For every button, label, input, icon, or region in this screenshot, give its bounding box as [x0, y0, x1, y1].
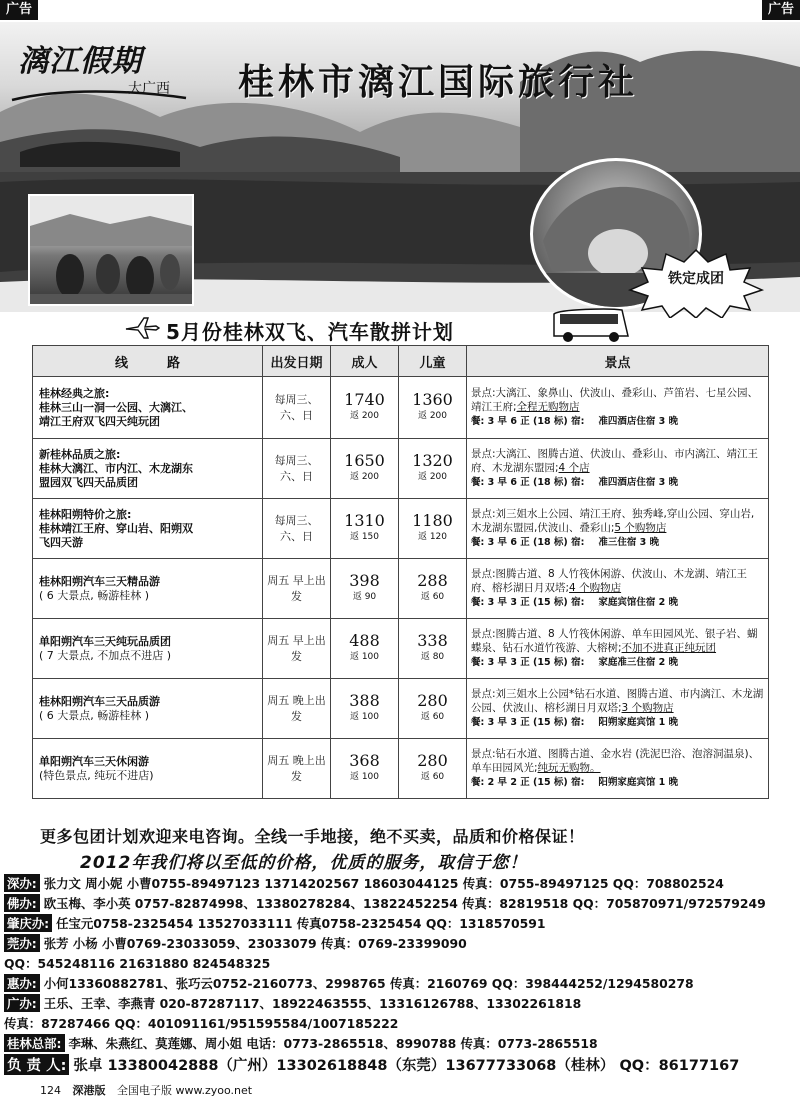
- adult-rebate: 返 200: [349, 410, 380, 421]
- sights-cell: [467, 377, 769, 439]
- contact-row: [4, 954, 270, 972]
- meal-text: 餐: 3 早 6 正 (18 标) 宿:: [471, 537, 585, 548]
- route-line-3: 飞四天游: [39, 535, 83, 549]
- child-rebate: 返 60: [420, 771, 445, 782]
- meal-lodging: [471, 716, 764, 730]
- table-row: [33, 739, 769, 799]
- adult-rebate: 返 90: [352, 591, 377, 602]
- contact-row: [4, 974, 694, 992]
- route-cell: [33, 679, 263, 739]
- meal-lodging: [471, 656, 764, 670]
- sights-text: 景点:大漓江、象鼻山、伏波山、叠彩山、芦笛岩、七星公园、靖江王府;: [471, 387, 759, 413]
- table-row: [33, 377, 769, 439]
- route-table-body: [33, 377, 769, 799]
- header-adult: 成人: [331, 346, 399, 377]
- meal-text: 餐: 3 早 6 正 (18 标) 宿:: [471, 477, 585, 488]
- adult-price-cell: [331, 679, 399, 739]
- child-price-cell: [399, 439, 467, 499]
- meal-lodging: [471, 596, 764, 610]
- hotel-text: 准四酒店住宿 3 晚: [598, 416, 679, 427]
- hotel-text: 家庭宾馆住宿 2 晚: [598, 597, 679, 608]
- route-cell: [33, 499, 263, 559]
- route-line-2: 桂林三山一洞一公园、大漓江、: [39, 400, 193, 414]
- plan-title: 5月份桂林双飞、汽车散拼计划: [166, 320, 454, 344]
- header-date: 出发日期: [263, 346, 331, 377]
- table-row: [33, 499, 769, 559]
- table-row: [33, 619, 769, 679]
- date-cell: 周五 早上出发: [263, 619, 331, 679]
- meal-lodging: [471, 776, 764, 790]
- date-cell: 周五 晚上出发: [263, 679, 331, 739]
- slogan-guarantee: 更多包团计划欢迎来电咨询。全线一手地接，绝不买卖，品质和价格保证！: [40, 827, 585, 846]
- sights-cell: [467, 619, 769, 679]
- hotel-text: 准三住宿 3 晚: [598, 537, 660, 548]
- child-price: 338: [417, 630, 448, 650]
- contact-row: [4, 934, 467, 952]
- adult-rebate: 返 100: [349, 651, 380, 662]
- date-cell: 每周三、六、日: [263, 377, 331, 439]
- company-name: 桂林市漓江国际旅行社: [238, 62, 639, 103]
- child-rebate: 返 60: [420, 711, 445, 722]
- child-rebate: 返 80: [420, 651, 445, 662]
- child-price: 288: [417, 570, 448, 590]
- adult-price-cell: [331, 439, 399, 499]
- adult-rebate: 返 150: [349, 531, 380, 542]
- date-cell: 周五 早上出发: [263, 559, 331, 619]
- child-rebate: 返 200: [417, 410, 448, 421]
- office-tag: 桂林总部:: [4, 1034, 65, 1052]
- route-line-3: 靖江王府双飞四天纯玩团: [39, 414, 160, 428]
- child-price-cell: [399, 559, 467, 619]
- dance-photo-image: [30, 196, 192, 304]
- bus-icon: [550, 306, 630, 346]
- route-line-2: (特色景点, 纯玩不进店): [39, 768, 154, 782]
- responsible-person-row: [4, 1054, 739, 1075]
- sights-text: 景点:刘三姐水上公园、靖江王府、独秀峰,穿山公园、穿山岩,木龙湖东盟园,伏波山、叠彩山;: [471, 508, 755, 534]
- shopping-note: 5 个购物店: [614, 522, 667, 534]
- adult-price: 388: [349, 690, 380, 710]
- meal-lodging: [471, 536, 764, 550]
- hotel-text: 家庭准三住宿 2 晚: [598, 657, 679, 668]
- dance-photo: [28, 194, 194, 306]
- child-price-cell: [399, 739, 467, 799]
- header-child: 儿童: [399, 346, 467, 377]
- date-cell: 每周三、六、日: [263, 439, 331, 499]
- route-line-2: 桂林大漓江、市内江、木龙湖东: [39, 461, 193, 475]
- brand-swoosh-icon: [10, 86, 190, 106]
- contact-row: [4, 894, 766, 912]
- child-price-cell: [399, 679, 467, 739]
- route-line-1: 新桂林品质之旅:: [39, 447, 121, 461]
- date-cell: 周五 晚上出发: [263, 739, 331, 799]
- responsible-details: 张卓 13380042888（广州）13302618848（东莞）13677733068（桂林） QQ：86177167: [73, 1058, 740, 1074]
- route-line-1: 单阳朔汽车三天纯玩品质团: [39, 634, 171, 648]
- route-line-2: ( 7 大景点, 不加点不进店 ): [39, 648, 172, 662]
- adult-price-cell: [331, 739, 399, 799]
- route-cell: [33, 559, 263, 619]
- route-cell: [33, 739, 263, 799]
- meal-lodging: [471, 415, 764, 429]
- contact-details: QQ：545248116 21631880 824548325: [4, 956, 271, 971]
- sights-text: 景点:图腾古道、8 人竹筏休闲游、伏波山、木龙湖、靖江王府、榕杉湖日月双塔;: [471, 568, 748, 594]
- child-price-cell: [399, 619, 467, 679]
- airplane-icon: [124, 317, 160, 339]
- office-tag: 深办:: [4, 874, 40, 892]
- shopping-note: 4 个购物店: [569, 582, 622, 594]
- child-price: 1320: [412, 450, 453, 470]
- adult-price: 1650: [344, 450, 385, 470]
- contact-row: [4, 1014, 398, 1032]
- route-plan-table: [32, 345, 769, 799]
- adult-price: 368: [349, 750, 380, 770]
- route-cell: [33, 439, 263, 499]
- brand-main-text: 漓江假期: [18, 44, 142, 79]
- child-price: 1180: [412, 510, 453, 530]
- child-price-cell: [399, 499, 467, 559]
- route-line-1: 桂林阳朔特价之旅:: [39, 507, 132, 521]
- shopping-note: 4 个店: [558, 462, 590, 474]
- contact-row: [4, 1034, 598, 1052]
- contact-details: 欧玉梅、李小英 0757-82874998、13380278284、13822452254 传真：82819518 QQ：705870971/972579249: [43, 896, 766, 911]
- route-line-3: 盟园双飞四天品质团: [39, 475, 138, 489]
- sights-cell: [467, 679, 769, 739]
- office-tag: 佛办:: [4, 894, 40, 912]
- route-line-1: 桂林阳朔汽车三天精品游: [39, 574, 160, 588]
- page-number: 124: [40, 1084, 61, 1097]
- table-row: [33, 559, 769, 619]
- office-tag: 肇庆办:: [4, 914, 52, 932]
- route-line-1: 桂林经典之旅:: [39, 386, 110, 400]
- sights-text: 景点:图腾古道、8 人竹筏休闲游、单车田园风光、银子岩、蝴蝶泉、钻石水道竹筏游、大榕树;: [471, 628, 758, 654]
- shopping-note: 不加不进真正纯玩团: [621, 642, 717, 654]
- contact-details: 王乐、王幸、李燕青 020-87287117、18922463555、13316126788、13302261818: [43, 996, 582, 1011]
- route-cell: [33, 377, 263, 439]
- adult-rebate: 返 100: [349, 771, 380, 782]
- adult-price-cell: [331, 377, 399, 439]
- shopping-note: 纯玩无购物。: [537, 762, 601, 774]
- meal-text: 餐: 3 早 6 正 (18 标) 宿:: [471, 416, 585, 427]
- adult-price: 488: [349, 630, 380, 650]
- adult-rebate: 返 200: [349, 471, 380, 482]
- contact-row: [4, 874, 724, 892]
- child-rebate: 返 200: [417, 471, 448, 482]
- shopping-note: 3 个购物店: [621, 702, 674, 714]
- route-line-2: ( 6 大景点, 畅游桂林 ): [39, 708, 150, 722]
- contact-details: 任宝元0758-2325454 13527033111 传真0758-2325454 QQ：1318570591: [56, 916, 546, 931]
- hotel-text: 阳朔家庭宾馆 1 晚: [598, 717, 679, 728]
- route-cell: [33, 619, 263, 679]
- hotel-text: 准四酒店住宿 3 晚: [598, 477, 679, 488]
- adult-price-cell: [331, 499, 399, 559]
- header-route: 线 路: [33, 346, 263, 377]
- office-tag: 惠办:: [4, 974, 40, 992]
- sights-text: 景点:钻石水道、图腾古道、金水岩 (洗泥巴浴、泡溶洞温泉)、单车田园风光;: [471, 748, 760, 774]
- brand-sub-text: 大广西: [128, 81, 170, 97]
- adult-price: 1740: [344, 389, 385, 409]
- contact-row: [4, 994, 581, 1012]
- adult-rebate: 返 100: [349, 711, 380, 722]
- meal-text: 餐: 3 早 3 正 (15 标) 宿:: [471, 657, 585, 668]
- adult-price: 1310: [344, 510, 385, 530]
- plan-title-row: [0, 312, 800, 346]
- table-header-row: [33, 346, 769, 377]
- child-price: 1360: [412, 389, 453, 409]
- meal-text: 餐: 2 早 2 正 (15 标) 宿:: [471, 777, 585, 788]
- meal-lodging: [471, 476, 764, 490]
- hotel-text: 阳朔家庭宾馆 1 晚: [598, 777, 679, 788]
- contact-details: 张力文 周小妮 小曹0755-89497123 13714202567 18603044125 传真：0755-89497125 QQ：708802524: [43, 876, 724, 891]
- sights-text: 景点:刘三姐水上公园*钻石水道、图腾古道、市内漓江、木龙湖公园、伏波山、榕杉湖日月双塔;: [471, 688, 764, 714]
- child-price-cell: [399, 377, 467, 439]
- ad-label-left: 广告: [0, 0, 38, 20]
- meal-text: 餐: 3 早 3 正 (15 标) 宿:: [471, 597, 585, 608]
- route-line-2: 桂林靖江王府、穿山岩、阳朔双: [39, 521, 193, 535]
- meal-text: 餐: 3 早 3 正 (15 标) 宿:: [471, 717, 585, 728]
- route-line-2: ( 6 大景点, 畅游桂林 ): [39, 588, 150, 602]
- contact-details: 传真：87287466 QQ：401091161/951595584/1007185222: [4, 1016, 399, 1031]
- sights-cell: [467, 559, 769, 619]
- website-link[interactable]: 全国电子版 www.zyoo.net: [117, 1084, 253, 1097]
- route-line-1: 桂林阳朔汽车三天品质游: [39, 694, 160, 708]
- sights-cell: [467, 439, 769, 499]
- contact-details: 张芳 小杨 小曹0769-23033059、23033079 传真：0769-23399090: [43, 936, 467, 951]
- child-rebate: 返 120: [417, 531, 448, 542]
- badge-text: 铁定成团: [668, 271, 724, 287]
- header-sights: 景点: [467, 346, 769, 377]
- responsible-tag: 负 责 人:: [4, 1054, 69, 1075]
- contact-details: 李琳、朱燕红、莫莲娜、周小姐 电话：0773-2865518、8990788 传真：0773-2865518: [68, 1036, 598, 1051]
- sights-cell: [467, 499, 769, 559]
- ad-label-right: 广告: [762, 0, 800, 20]
- table-row: [33, 439, 769, 499]
- table-row: [33, 679, 769, 739]
- brand-logo: [10, 36, 190, 116]
- sights-cell: [467, 739, 769, 799]
- office-tag: 莞办:: [4, 934, 40, 952]
- route-line-1: 单阳朔汽车三天休闲游: [39, 754, 149, 768]
- child-rebate: 返 60: [420, 591, 445, 602]
- office-tag: 广办:: [4, 994, 40, 1012]
- contact-row: [4, 914, 546, 932]
- sights-text: 景点:大漓江、图腾古道、伏波山、叠彩山、市内漓江、靖江王府、木龙湖东盟园;: [471, 448, 759, 474]
- page-footer: [40, 1082, 252, 1098]
- adult-price-cell: [331, 619, 399, 679]
- contact-details: 小何13360882781、张巧云0752-2160773、2998765 传真：2160769 QQ：398444252/1294580278: [43, 976, 694, 991]
- adult-price: 398: [349, 570, 380, 590]
- child-price: 280: [417, 750, 448, 770]
- adult-price-cell: [331, 559, 399, 619]
- child-price: 280: [417, 690, 448, 710]
- edition-label: 深港版: [72, 1084, 106, 1097]
- date-cell: 每周三、六、日: [263, 499, 331, 559]
- shopping-note: 全程无购物店: [516, 401, 580, 413]
- slogan-2012: 2012年我们将以至低的价格，优质的服务，取信于您！: [80, 853, 528, 873]
